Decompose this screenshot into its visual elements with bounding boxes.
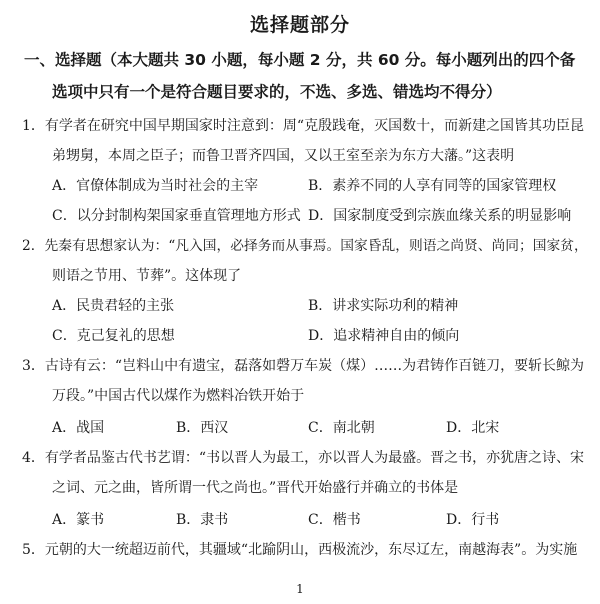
question-2-option-b[interactable]: B．讲求实际功利的精神	[308, 298, 459, 314]
question-4-option-a[interactable]: A．篆书	[52, 512, 105, 528]
question-1-line-2: 弟甥舅，本周之臣子；而鲁卫晋齐四国，又以王室至亲为东方大藩。”这表明	[52, 148, 515, 164]
question-1-line-1: 1．有学者在研究中国早期国家时注意到：周“克殷践奄，灭国数十，而新建之国皆其功臣昆	[22, 118, 585, 134]
section-heading-line-1: 一、选择题（本大题共 30 小题，每小题 2 分，共 60 分。每小题列出的四个备	[24, 51, 576, 69]
question-1-option-c[interactable]: C．以分封制构架国家垂直管理地方形式	[52, 208, 301, 224]
question-1-option-a[interactable]: A．官僚体制成为当时社会的主宰	[52, 178, 259, 194]
question-4-line-1: 4．有学者品鉴古代书艺谓：“书以晋人为最工，亦以晋人为最盛。晋之书，亦犹唐之诗、宋	[22, 450, 585, 466]
question-4-option-d[interactable]: D．行书	[446, 512, 500, 528]
question-1-option-d[interactable]: D．国家制度受到宗族血缘关系的明显影响	[308, 208, 572, 224]
question-4-option-b[interactable]: B．隶书	[176, 512, 229, 528]
question-3-line-1: 3．古诗有云：“岂料山中有遗宝，磊落如磬万车炭（煤）……为君铸作百链刀，要斩长鲸为	[22, 358, 585, 374]
section-heading-line-2: 选项中只有一个是符合题目要求的，不选、多选、错选均不得分）	[52, 83, 502, 101]
question-2-line-2: 则语之节用、节葬”。这体现了	[52, 268, 242, 284]
question-3-option-a[interactable]: A．战国	[52, 420, 105, 436]
question-2-option-a[interactable]: A．民贵君轻的主张	[52, 298, 175, 314]
question-3-option-c[interactable]: C．南北朝	[308, 420, 375, 436]
question-3-line-2: 万段。”中国古代以煤作为燃料冶铁开始于	[52, 388, 305, 404]
question-3-option-d[interactable]: D．北宋	[446, 420, 500, 436]
question-3-option-b[interactable]: B．西汉	[176, 420, 229, 436]
page-title: 选择题部分	[249, 14, 350, 36]
question-4-line-2: 之词、元之曲，皆所谓一代之尚也。”晋代开始盛行并确立的书体是	[52, 480, 459, 496]
question-2-line-1: 2．先秦有思想家认为：“凡入国，必择务而从事焉。国家昏乱，则语之尚贤、尚同；国家贫，	[22, 238, 588, 254]
page-number: 1	[296, 582, 304, 596]
question-5-line-1: 5．元朝的大一统超迈前代，其疆域“北踰阴山，西极流沙，东尽辽左，南越海表”。为实施	[22, 542, 578, 558]
question-2-option-d[interactable]: D．追求精神自由的倾向	[308, 328, 460, 344]
question-2-option-c[interactable]: C．克己复礼的思想	[52, 328, 175, 344]
question-1-option-b[interactable]: B．素养不同的人享有同等的国家管理权	[308, 178, 557, 194]
question-4-option-c[interactable]: C．楷书	[308, 512, 361, 528]
